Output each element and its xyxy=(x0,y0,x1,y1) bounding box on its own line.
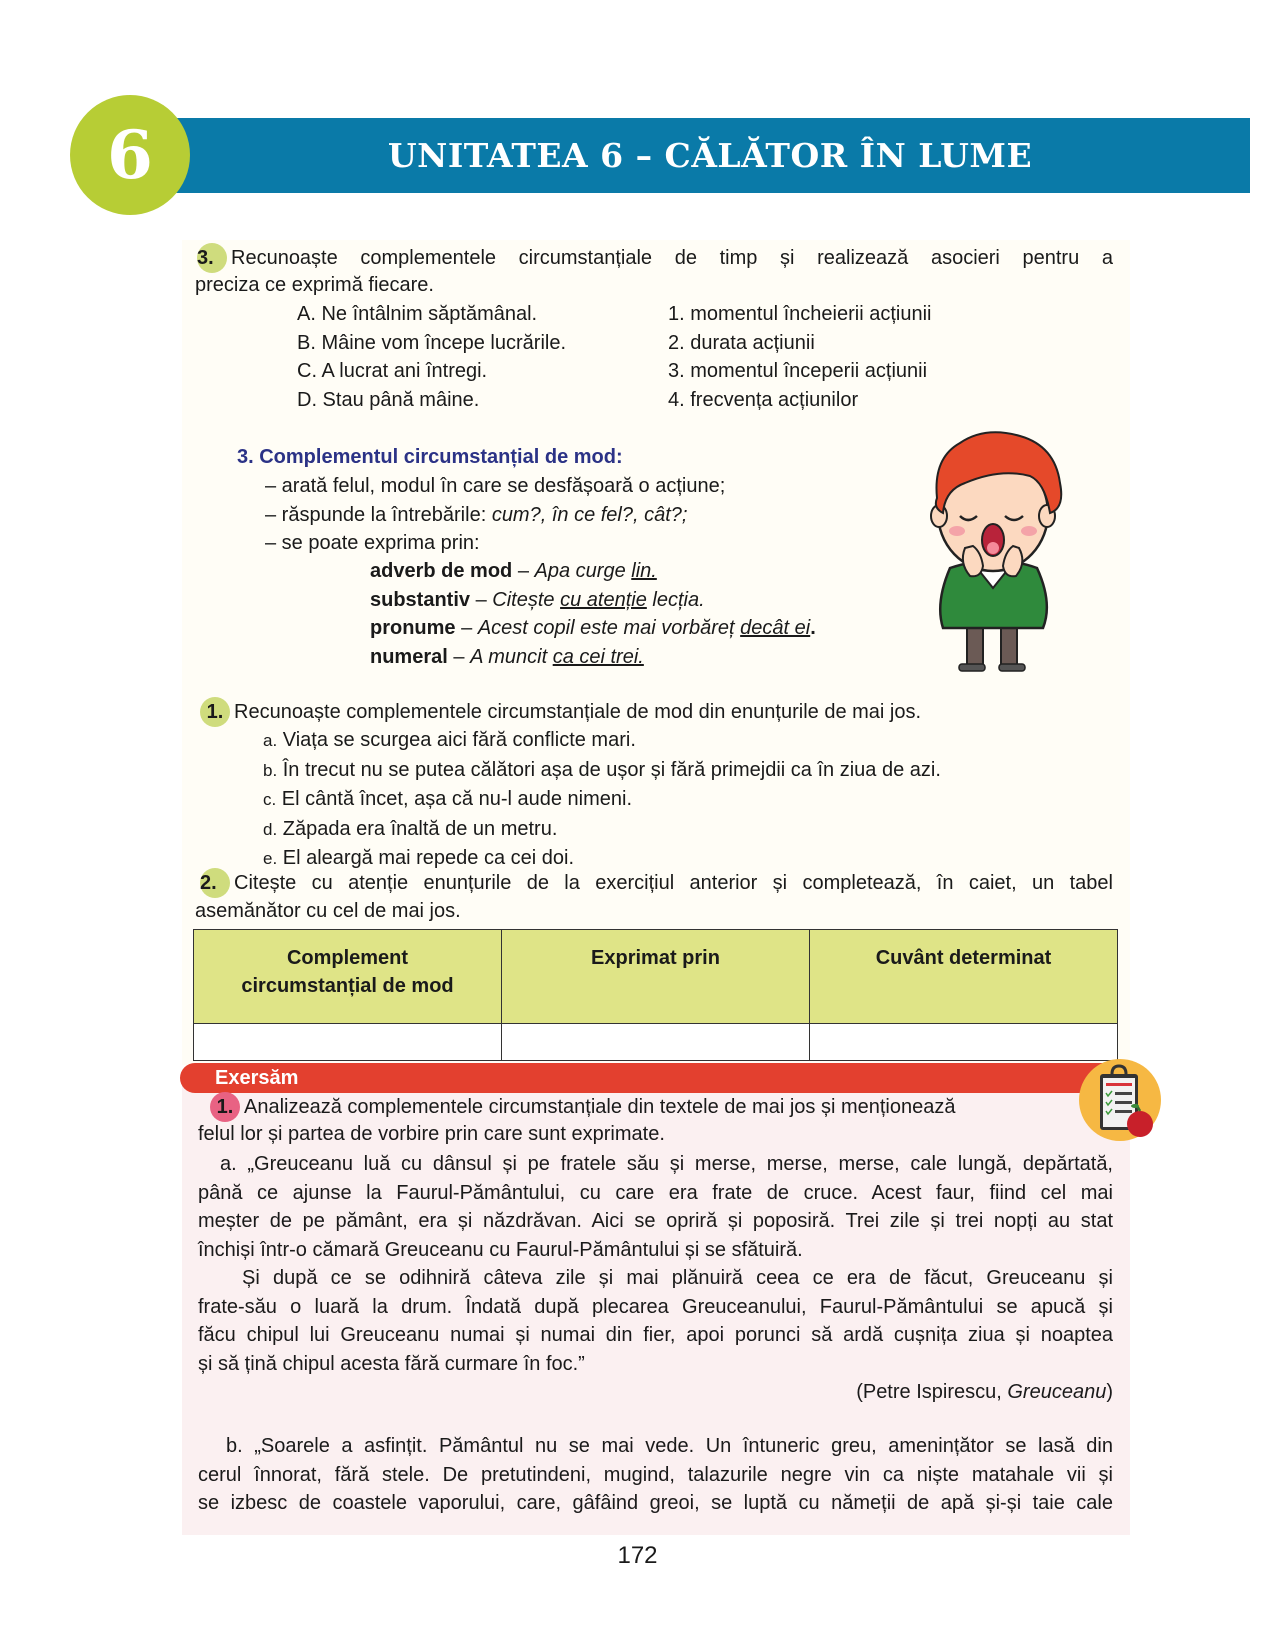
theory-examples xyxy=(370,557,816,671)
exersam-prompt: 1. Analizează complementele circumstanțiale din textele de mai jos și menționează xyxy=(210,1092,955,1122)
clipboard-apple-icon xyxy=(1078,1058,1163,1143)
exercise-number-badge: 1. xyxy=(200,697,230,727)
text-line: făcu chipul lui Greuceanu numai și numai din fier, apoi porunci să ardă cușnița ziua și noaptea xyxy=(198,1324,1113,1346)
text-line: a. „Greuceanu luă cu dânsul și pe fratele său și merse, merse, merse, cale lungă, depărtată, xyxy=(220,1153,1113,1175)
exercise2-prompt: 2. Citește cu atenție enunțurile de la exercițiul anterior și completează, în caiet, un tabel xyxy=(200,868,1113,898)
table-header-determined-word: Cuvânt determinat xyxy=(810,930,1118,1024)
time-right-column xyxy=(668,300,931,414)
exercise-number-badge: 3. xyxy=(197,243,227,273)
meaning-item: 1. momentul încheierii acțiunii xyxy=(668,303,932,325)
table-header-expressed-by: Exprimat prin xyxy=(502,930,810,1024)
exercise1-prompt: 1. Recunoaște complementele circumstanțiale de mod din enunțurile de mai jos. xyxy=(200,697,921,727)
sentence-item: d. Zăpada era înaltă de un metru. xyxy=(263,817,558,840)
sentence-item: c. El cântă încet, așa că nu-l aude nimeni. xyxy=(263,788,633,810)
time-item: A. Ne întâlnim săptămânal. xyxy=(297,303,538,325)
exercise-number-badge: 1. xyxy=(210,1092,240,1122)
text-b xyxy=(198,1432,1113,1518)
exercise-time-prompt-cont: preciza ce exprimă fiecare. xyxy=(195,274,434,296)
theory-heading: 3. Complementul circumstanțial de mod: xyxy=(237,446,623,468)
example-row: adverb de mod – Apa curge lin. xyxy=(370,560,657,582)
text-line: Și după ce se odihniră câteva zile și mai plănuiră ceea ce era de făcut, Greuceanu și xyxy=(242,1267,1113,1289)
text-a xyxy=(198,1150,1113,1407)
table-cell xyxy=(810,1024,1118,1061)
theory-bullet: – arată felul, modul în care se desfășoară o acțiune; xyxy=(265,475,726,497)
time-item: C. A lucrat ani întregi. xyxy=(297,360,488,382)
exersam-label: Exersăm xyxy=(215,1067,299,1089)
exercise1-items xyxy=(263,726,941,874)
table-cell xyxy=(194,1024,502,1061)
answer-table xyxy=(193,929,1118,1061)
theory-bullets xyxy=(265,472,725,558)
table-header-row xyxy=(194,930,1118,1024)
text-line: până ce ajunse la Faurul-Pământului, cu care era frate de cruce. Acest faur, fiind cel mai xyxy=(198,1181,1113,1204)
table-row xyxy=(194,1024,1118,1061)
exercise-time-prompt: 3. Recunoaște complementele circumstanțiale de timp și realizează asocieri pentru a xyxy=(197,243,1113,273)
meaning-item: 4. frecvența acțiunilor xyxy=(668,388,859,411)
exercise-number-badge: 2. xyxy=(200,868,230,898)
text-source: (Petre Ispirescu, Greuceanu) xyxy=(856,1381,1113,1403)
meaning-item: 2. durata acțiunii xyxy=(668,331,815,354)
example-row: numeral – A muncit ca cei trei. xyxy=(370,645,644,668)
text-line: frate-său o luară la drum. Îndată după plecarea Greuceanului, Faurul-Pământului se apucă și xyxy=(198,1295,1113,1318)
text-line: b. „Soarele a asfințit. Pământul nu se mai vede. Un întuneric greu, amenințător se lasă din xyxy=(226,1435,1113,1457)
exercise2-prompt-cont: asemănător cu cel de mai jos. xyxy=(195,900,461,922)
example-row: substantiv – Citește cu atenție lecția. xyxy=(370,588,705,611)
exersam-banner xyxy=(180,1063,1120,1093)
time-item: B. Mâine vom începe lucrările. xyxy=(297,331,567,354)
sentence-item: e. El aleargă mai repede ca cei doi. xyxy=(263,847,575,869)
exersam-prompt-cont: felul lor și partea de vorbire prin care sunt exprimate. xyxy=(198,1123,665,1145)
example-row: pronume – Acest copil este mai vorbăreț decât ei. xyxy=(370,617,816,639)
unit-title: UNITATEA 6 – CĂLĂTOR ÎN LUME xyxy=(387,136,1033,175)
meaning-item: 3. momentul începerii acțiunii xyxy=(668,360,928,382)
yawning-boy-illustration xyxy=(915,428,1080,673)
text-line: cerul înnorat, fără stele. De pretutindeni, mugind, talazurile negre vin ca niște matahale vii și xyxy=(198,1463,1113,1486)
theory-bullet: – răspunde la întrebările: cum?, în ce fel?, cât?; xyxy=(265,503,688,526)
sentence-item: a. Viața se scurgea aici fără conflicte mari. xyxy=(263,729,636,751)
text-line: și să țină chipul acesta fără curmare în foc.” xyxy=(198,1352,585,1375)
text-line: meșter de pe pământ, era și năzdrăvan. Aici se opriră și poposiră. Trei zile și trei nopți au stat xyxy=(198,1210,1113,1232)
sentence-item: b. În trecut nu se putea călători așa de ușor și fără primejdii ca în ziua de azi. xyxy=(263,758,941,781)
time-item: D. Stau până mâine. xyxy=(297,388,480,411)
page-number: 172 xyxy=(617,1542,658,1569)
theory-bullet: – se poate exprima prin: xyxy=(265,532,480,554)
table-header-complement: Complement circumstanțial de mod xyxy=(194,930,502,1024)
table-cell xyxy=(502,1024,810,1061)
time-left-column xyxy=(297,300,566,414)
unit-number: 6 xyxy=(107,116,153,194)
text-line: închiși într-o cămară Greuceanu cu Faurul-Pământului și se sfătuiră. xyxy=(198,1238,803,1261)
text-line: se izbesc de coastele vaporului, care, gâfâind greoi, se luptă cu nămeții de apă și-și taie cale xyxy=(198,1492,1113,1514)
